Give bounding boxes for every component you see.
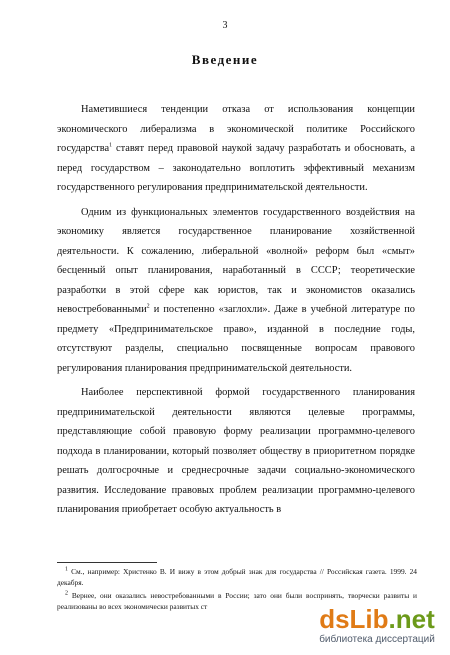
footnote-ref-1[interactable]: 1 [109, 142, 113, 149]
paragraph-text: Одним из функциональных элементов государственного воздействия на экономику является государственное планирование хозяйственной деятельности. К сожалению, либеральной «волной» реформ был «смыт» бесценный опыт планирования, наработанный в СССР; теоретические разработки в этой сфере как юристов, так и экономистов оказались невостребованными [57, 206, 415, 315]
paragraph-2 [57, 203, 415, 379]
main-text [57, 100, 415, 525]
paragraph-1 [57, 100, 415, 198]
watermark-caption: библиотека диссертаций [319, 634, 435, 645]
paragraph-text: и постепенно «заглохли». Даже в учебной литературе по предмету «Предпринимательское право», изданной в последние годы, отсутствуют разделы, специально посвященные вопросам правового регулирования планирования предпринимательской деятельности. [57, 304, 415, 374]
watermark[interactable] [307, 604, 447, 648]
paragraph-text: ставят перед правовой наукой задачу разработать и обосновать, а перед государством – законодательно воплотить эффективный механизм государственного регулирования предпринимательской деятельности. [57, 143, 415, 193]
logo-text-part1: dsLib [319, 604, 389, 634]
dslib-logo [307, 604, 447, 634]
page-title: Введение [191, 52, 259, 67]
footnote-ref-2[interactable]: 2 [146, 303, 150, 310]
logo-text-part2: .net [388, 604, 435, 634]
footnote-text: Вернее, они оказались невостребованными в России; зато они были воспринять, творчески развиты и реализованы во всех экономически развитых ст [57, 591, 417, 611]
footnote-text: См., например: Христенко В. И вижу в этом добрый знак для государства // Российская газета. 1999. 24 декабря. [57, 567, 417, 587]
paragraph-3: Наиболее перспективной формой государственного планирования предпринимательской деятельности являются целевые программы, представляющие собой правовую форму реализации программно-целевого подхода в планировании, который позволяет обществу в приоритетном порядке решать долгосрочные и среднесрочные задачи социально-экономического развития. Исследование правовых проблем реализации программно-целевого планирования приобретает особую актуальность в [57, 387, 415, 515]
page-number: 3 [222, 20, 228, 31]
footnote-1 [57, 566, 417, 588]
footnote-mark: 1 [65, 566, 68, 573]
paragraph-text: Наметившиеся тенденции отказа от использования концепции экономического либерализма в экономической политике Российского государства [57, 104, 415, 154]
footnote-separator [57, 562, 157, 563]
footnote-mark: 2 [65, 590, 68, 597]
